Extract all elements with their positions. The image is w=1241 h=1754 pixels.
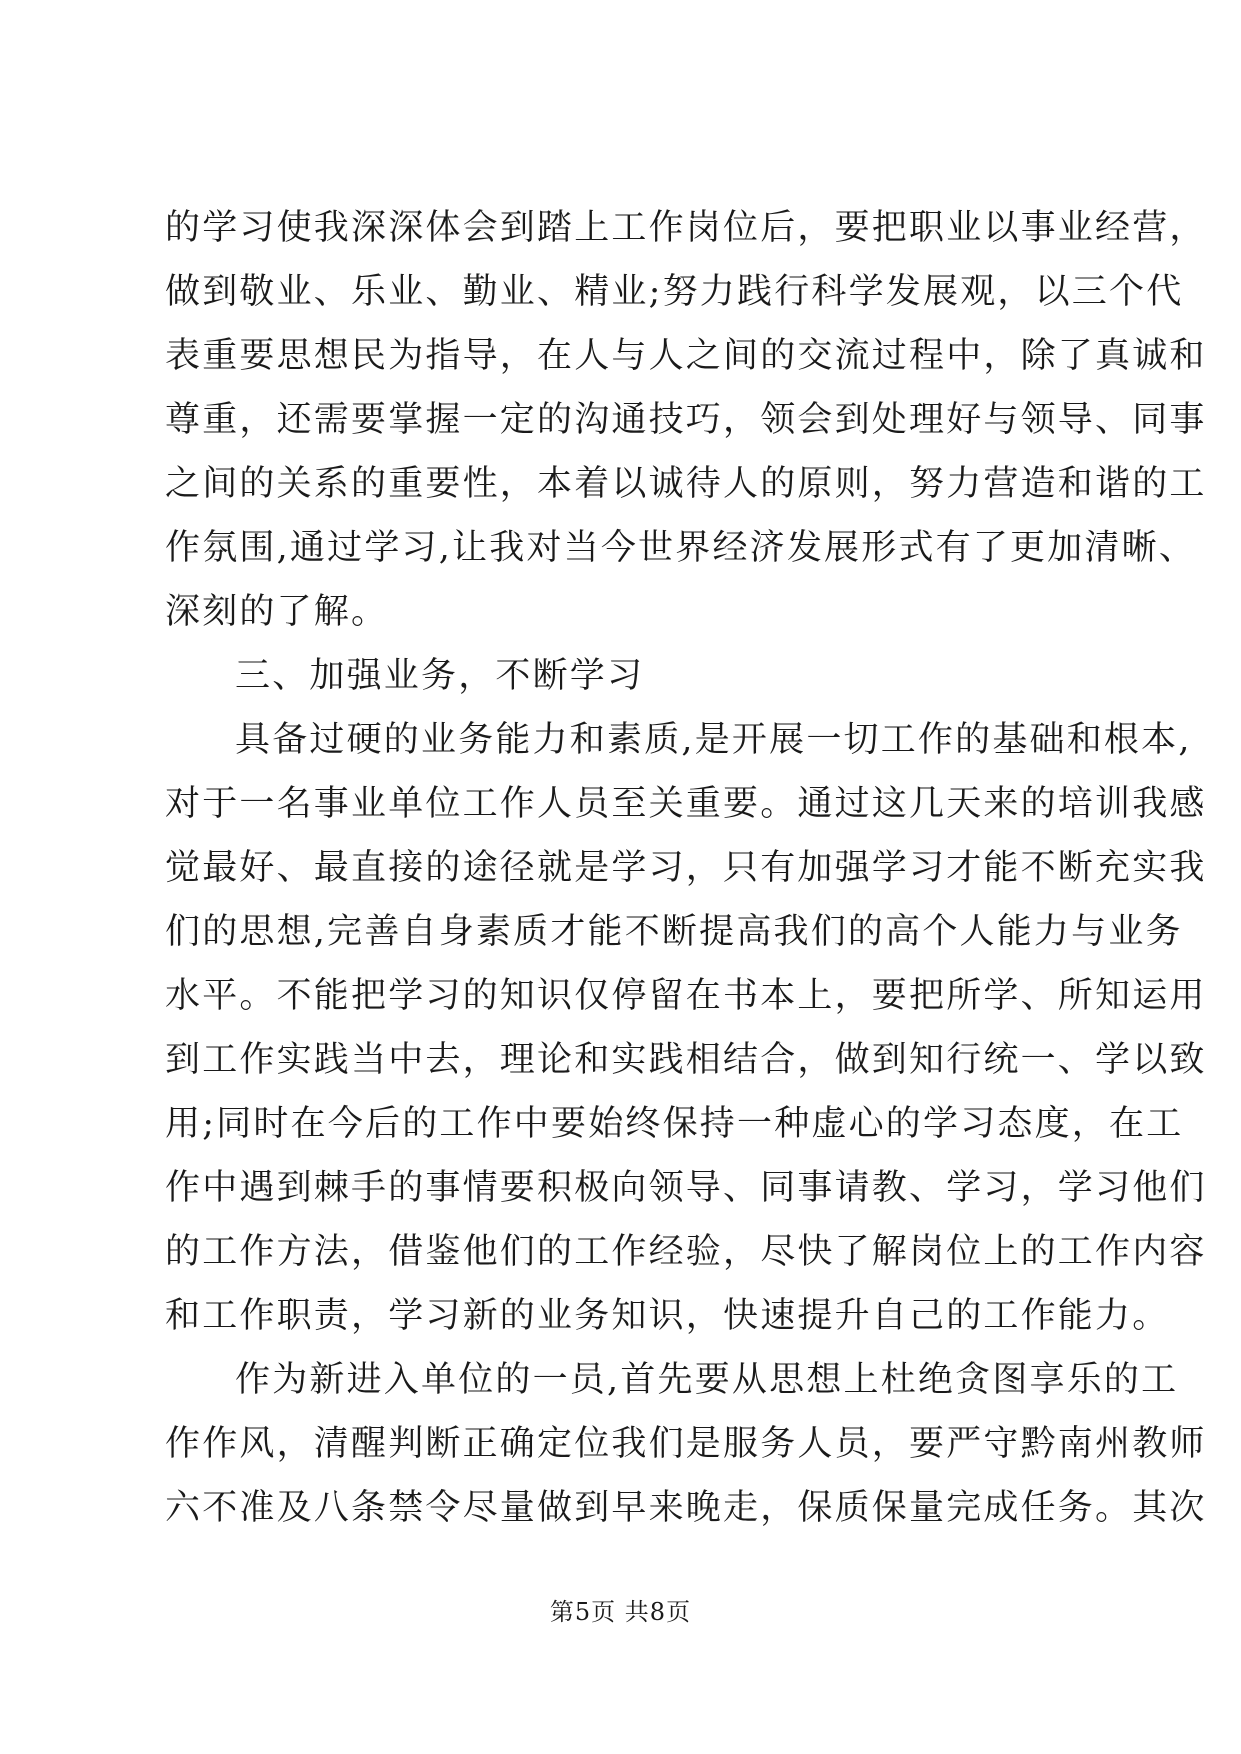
- text-line: 用;同时在今后的工作中要始终保持一种虚心的学习态度，在工: [165, 1104, 1184, 1144]
- text-line: 对于一名事业单位工作人员至关重要。通过这几天来的培训我感: [165, 784, 1207, 824]
- section-heading: 三、加强业务，不断学习: [235, 656, 645, 696]
- text-line: 表重要思想民为指导，在人与人之间的交流过程中，除了真诚和: [165, 336, 1207, 376]
- paragraph-first-line: 作为新进入单位的一员,首先要从思想上杜绝贪图享乐的工: [235, 1360, 1179, 1400]
- text-line: 作作风，清醒判断正确定位我们是服务人员，要严守黔南州教师: [165, 1424, 1207, 1464]
- text-line: 到工作实践当中去，理论和实践相结合，做到知行统一、学以致: [165, 1040, 1207, 1080]
- text-line: 的学习使我深深体会到踏上工作岗位后，要把职业以事业经营，: [165, 208, 1207, 248]
- page-footer: 第5页 共8页: [549, 1598, 692, 1626]
- text-line: 六不准及八条禁令尽量做到早来晚走，保质保量完成任务。其次: [165, 1488, 1207, 1528]
- text-line: 的工作方法，借鉴他们的工作经验，尽快了解岗位上的工作内容: [165, 1232, 1207, 1272]
- body-text: [165, 196, 1207, 1540]
- text-line: 们的思想,完善自身素质才能不断提高我们的高个人能力与业务: [165, 912, 1183, 952]
- text-line: 之间的关系的重要性，本着以诚待人的原则，努力营造和谐的工: [165, 464, 1207, 504]
- text-line: 做到敬业、乐业、勤业、精业;努力践行科学发展观，以三个代: [165, 272, 1184, 312]
- text-line: 作中遇到棘手的事情要积极向领导、同事请教、学习，学习他们: [165, 1168, 1207, 1208]
- text-line: 尊重，还需要掌握一定的沟通技巧，领会到处理好与领导、同事: [165, 400, 1207, 440]
- paragraph-first-line: 具备过硬的业务能力和素质,是开展一切工作的基础和根本,: [235, 720, 1192, 760]
- text-line: 觉最好、最直接的途径就是学习，只有加强学习才能不断充实我: [165, 848, 1207, 888]
- text-line: 深刻的了解。: [165, 592, 389, 632]
- text-line: 作氛围,通过学习,让我对当今世界经济发展形式有了更加清晰、: [165, 528, 1197, 568]
- text-line: 和工作职责，学习新的业务知识，快速提升自己的工作能力。: [165, 1296, 1170, 1336]
- text-line: 水平。不能把学习的知识仅停留在书本上，要把所学、所知运用: [165, 976, 1207, 1016]
